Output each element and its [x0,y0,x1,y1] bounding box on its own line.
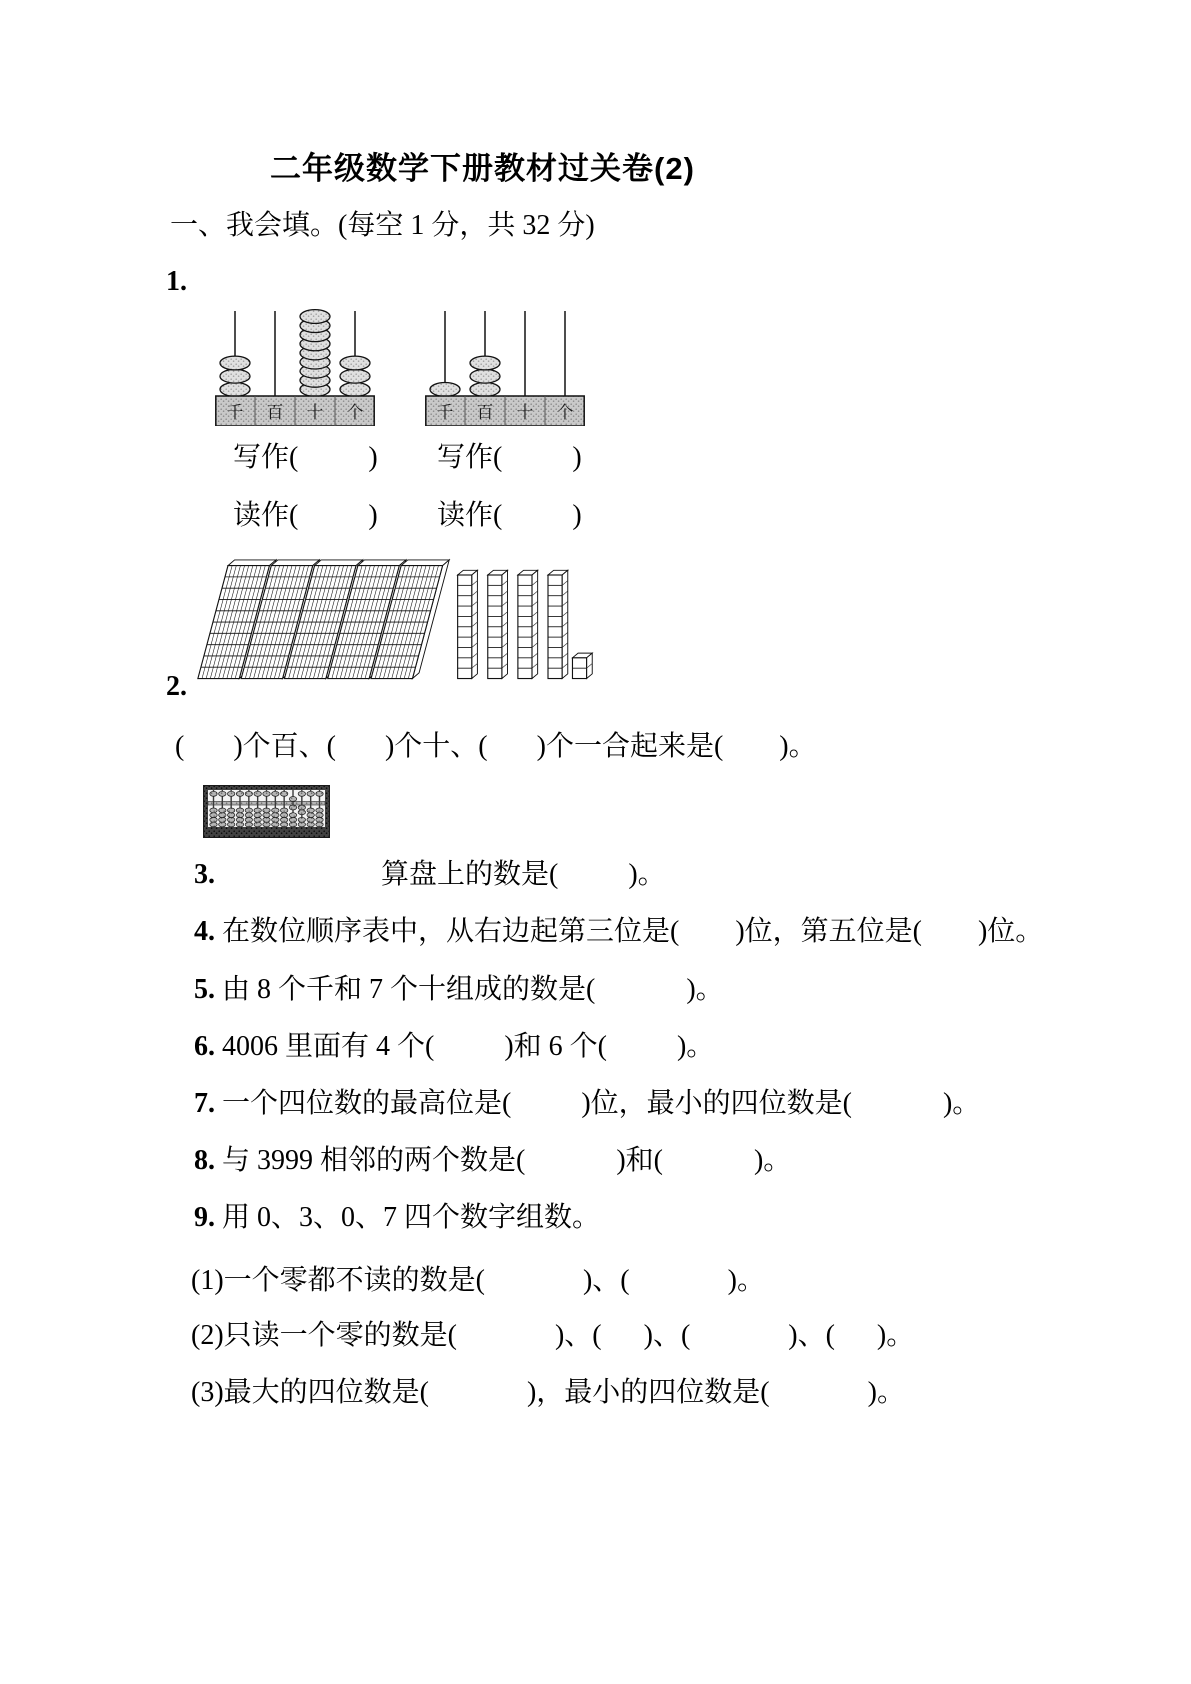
svg-text:百: 百 [476,403,494,422]
question-4-number: 4. [194,916,215,948]
read-as-blank-2: 读作( ) [437,500,582,531]
question-6-number: 6. [194,1031,215,1063]
question-2-number: 2. [166,671,187,702]
question-9-sub-3-text: 最大的四位数是( )，最小的四位数是( )。 [223,1377,905,1409]
question-3-text: 算盘上的数是( )。 [381,859,666,891]
svg-text:百: 百 [266,403,284,422]
question-7-text: 一个四位数的最高位是( )位，最小的四位数是( )。 [215,1088,981,1120]
svg-text:千: 千 [226,403,244,422]
read-as-blank-1: 读作( ) [233,500,378,531]
question-1-number: 1. [166,266,187,297]
section1-header: 一、我会填。(每空 1 分，共 32 分) [170,210,595,241]
question-7-number: 7. [194,1088,215,1120]
question-8-text: 与 3999 相邻的两个数是( )和( )。 [215,1145,792,1177]
svg-text:个: 个 [346,403,364,422]
question-4-text: 在数位顺序表中，从右边起第三位是( )位，第五位是( )位。 [215,916,1044,948]
question-9-number: 9. [194,1202,215,1234]
question-9-sub-2-text: 只读一个零的数是( )、( )、( )、( )。 [223,1320,915,1352]
counting-frame-2 [425,308,585,426]
svg-text:个: 个 [556,403,574,422]
svg-text:十: 十 [306,403,324,422]
question-5-number: 5. [194,974,215,1006]
base-ten-blocks-figure [196,556,596,690]
svg-text:十: 十 [516,403,534,422]
question-9-sub-3-number: (3) [191,1377,224,1409]
question-9-sub-3 [163,1349,905,1437]
write-as-blank-1: 写作( ) [233,442,378,473]
question-2-text: ( )个百、( )个十、( )个一合起来是( )。 [175,731,817,762]
question-9-sub-1-number: (1) [191,1265,224,1297]
counting-frame-1 [215,308,375,426]
question-9-sub-2-number: (2) [191,1320,224,1352]
page-title: 二年级数学下册教材过关卷(2) [270,151,695,186]
question-8-number: 8. [194,1145,215,1177]
question-6-text: 4006 里面有 4 个( )和 6 个( )。 [215,1031,715,1063]
question-3-number: 3. [194,859,215,891]
question-9-sub-1-text: 一个零都不读的数是( )、( )。 [223,1265,765,1297]
question-5-text: 由 8 个千和 7 个十组成的数是( )。 [215,974,724,1006]
question-9-text: 用 0、3、0、7 四个数字组数。 [215,1202,601,1234]
write-as-blank-2: 写作( ) [437,442,582,473]
svg-text:千: 千 [436,403,454,422]
